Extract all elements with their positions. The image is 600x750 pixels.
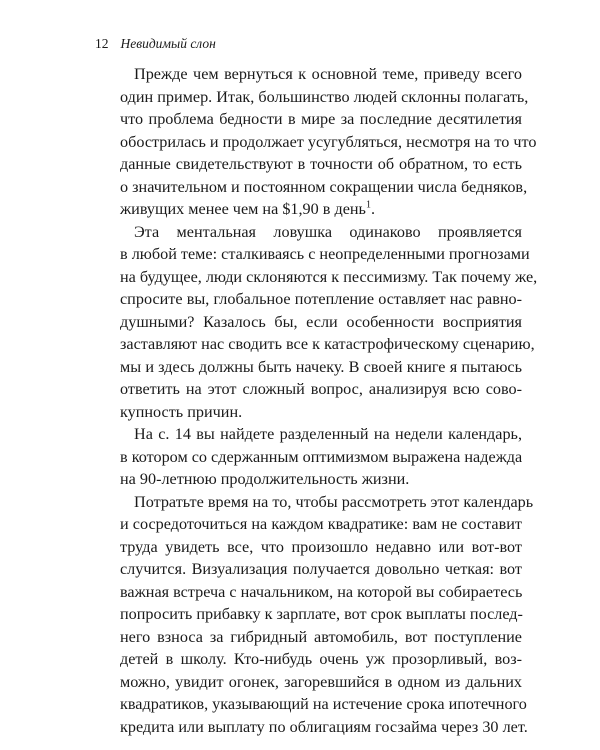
paragraph-2 xyxy=(120,221,538,424)
text-line: о значительном и постоянном сокращении числа бедняков, xyxy=(120,177,528,196)
text-line: один пример. Итак, большинство людей склонны полагать, xyxy=(120,87,529,106)
text-line: можно, увидит огонек, загоревшийся в одном из дальних xyxy=(120,672,522,691)
text-line: купность причин. xyxy=(120,402,243,421)
text-line: в любой теме: сталкиваясь с неопределенными прогнозами xyxy=(120,245,530,263)
text-line: ответить на этот сложный вопрос, анализируя всю сово- xyxy=(120,380,522,398)
book-title: Невидимый слон xyxy=(120,36,216,51)
text-line: Эта ментальная ловушка одинаково проявляется xyxy=(134,222,522,241)
page-number: 12 xyxy=(95,36,109,51)
text-line: Прежде чем вернуться к основной теме, приведу всего xyxy=(134,65,522,83)
text-line: данные свидетельствуют в точности об обратном, то есть xyxy=(120,155,522,173)
text-line: душными? Казалось бы, если особенности восприятия xyxy=(120,312,522,331)
text-line: обострилась и продолжает усугубляться, несмотря на то что xyxy=(120,132,537,151)
text-line: спросите вы, глобальное потепление оставляет нас равно- xyxy=(120,290,522,308)
text-line: труда увидеть все, что произошло недавно или вот-вот xyxy=(120,537,522,556)
paragraph-1 xyxy=(120,63,537,221)
text-line: важная встреча с начальником, на которой вы собираетесь xyxy=(120,582,523,601)
text-line: него взноса за гибридный автомобиль, вот поступление xyxy=(120,627,522,646)
text-line: На с. 14 вы найдете разделенный на недели календарь, xyxy=(134,425,522,443)
body-text xyxy=(120,63,538,738)
text-line: случится. Визуализация получается довольно четкая: вот xyxy=(120,560,522,578)
text-line: на будущее, люди склоняются к пессимизму. Так почему же, xyxy=(120,267,538,286)
text-line: квадратиков, указывающий на истечение срока ипотечного xyxy=(120,695,527,713)
text-line: что проблема бедности в мире за последние десятилетия xyxy=(120,110,522,128)
footnote-marker: 1 xyxy=(365,199,371,211)
text-line: мы и здесь должны быть начеку. В своей книге я пытаюсь xyxy=(120,357,522,376)
paragraph-4 xyxy=(120,491,534,739)
text-line: детей в школу. Кто-нибудь очень уж прозорливый, воз- xyxy=(120,650,522,668)
text-line: кредита или выплату по облигациям госзайма через 30 лет. xyxy=(120,717,528,736)
text-line: Потратьте время на то, чтобы рассмотреть этот календарь xyxy=(134,492,534,511)
text-line: на 90-летнюю продолжительность жизни. xyxy=(120,470,410,488)
text-line-content: живущих менее чем на $1,90 в день xyxy=(120,200,366,218)
text-line xyxy=(120,198,522,221)
text-line: попросить прибавку к зарплате, вот срок выплаты послед- xyxy=(120,605,523,623)
footnote-punctuation: . xyxy=(370,200,375,218)
paragraph-3 xyxy=(120,423,522,491)
text-line: в котором со сдержанным оптимизмом выражена надежда xyxy=(120,447,523,466)
running-head xyxy=(95,36,216,52)
text-line: заставляют нас сводить все к катастрофическому сценарию, xyxy=(120,335,535,353)
text-line: и сосредоточиться на каждом квадратике: вам не составит xyxy=(120,515,522,533)
